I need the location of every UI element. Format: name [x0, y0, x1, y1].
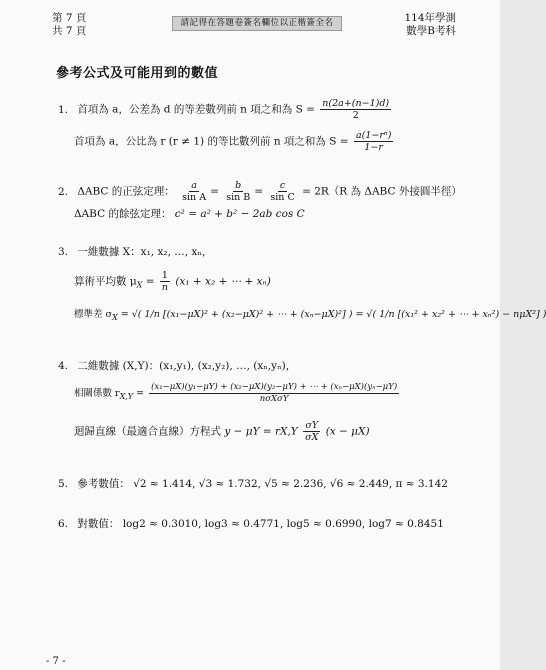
formula-4-regression: [74, 420, 370, 443]
reference-values-expr: √2 ≈ 1.414, √3 ≈ 1.732, √5 ≈ 2.236, √6 ≈ 2.449, π ≈ 3.142: [133, 478, 448, 490]
fraction-numerator: b: [235, 180, 242, 191]
sine-law-tail: = 2R（R 為 ΔABC 外接圓半徑）: [302, 185, 462, 198]
formula-2b: [74, 206, 305, 221]
regression-head: y − μY = rX,Y: [224, 425, 298, 438]
arith-series-fraction: [320, 98, 391, 121]
page-total: 共 7 頁: [52, 25, 87, 37]
exam-subject: 數學B考科: [406, 25, 456, 37]
fraction-denominator: sin B: [226, 192, 251, 203]
fraction-denominator: 1−r: [364, 142, 383, 153]
formula-3-intro: [58, 244, 212, 259]
formula-4-corr: 相關係數 $r_{X,Y}$ = $\frac{\text{(x₁−μX)(y₁−μY) + (x₂−μX)(y₂−μY) + ⋯ + (xₙ−μX)(yₙ−μY)}}{\text{nσXσY}}$: [74, 382, 398, 404]
log-values-label: 對數值：: [77, 518, 120, 530]
fraction-numerator: σY: [305, 420, 319, 431]
fraction-numerator: a(1−rⁿ): [355, 130, 392, 141]
sd-label: 標準差 σ: [74, 309, 113, 320]
fraction-numerator: (x₁−μX)(y₁−μY) + (x₂−μX)(y₂−μY) + ⋯ + (xₙ−μX)(yₙ−μY): [151, 382, 398, 392]
page-number: 第 7 頁: [52, 12, 87, 24]
regression-tail: (x − μX): [325, 425, 370, 438]
geo-series-fraction: [354, 130, 393, 153]
fraction-numerator: 1: [161, 270, 168, 281]
sd-subscript: X: [112, 312, 118, 322]
formula-3-mean: 算術平均數 $\mu_X$ = $\frac{1}{n}$ (x₁ + x₂ + ⋯ + xₙ): [74, 270, 271, 293]
fraction-denominator: 2: [352, 110, 359, 121]
item-number: 6.: [58, 518, 69, 530]
formula-1a: [58, 98, 393, 121]
signature-notice: 請記得在答題卷簽名欄位以正楷簽全名: [172, 16, 342, 31]
mean-label: 算術平均數 μ: [74, 275, 137, 288]
formula-6: [58, 516, 444, 531]
fraction-denominator: nσXσY: [259, 394, 289, 404]
formula-5: [58, 476, 448, 491]
sine-law-label: ΔABC 的正弦定理：: [77, 185, 175, 198]
mean-subscript: X: [136, 280, 143, 290]
fraction-numerator: n(2a+(n−1)d): [322, 98, 390, 109]
exam-year: 114年學測: [404, 12, 456, 24]
fraction-numerator: a: [191, 180, 197, 191]
formula-3-sd: 標準差 $\sigma_X$ = √( 1/n [(x₁−μX)² + (x₂−μX)² + ⋯ + (xₙ−μX)²] ) = √( 1/n [(x₁² + x₂² + ⋯ + xₙ²) − nμX²] ): [74, 309, 546, 322]
fraction-denominator: sin A: [182, 192, 207, 203]
two-dim-data-intro: 二維數據 (X,Y)：(x₁,y₁), (x₂,y₂), …, (xₙ,yₙ)，: [77, 360, 297, 372]
fraction-denominator: sin C: [270, 192, 295, 203]
regression-fraction: [303, 420, 320, 443]
one-dim-data-intro: 一維數據 X：x₁, x₂, …, xₙ，: [77, 246, 213, 258]
sine-fraction-c: [268, 180, 296, 203]
log-values-expr: log2 ≈ 0.3010, log3 ≈ 0.4771, log5 ≈ 0.6990, log7 ≈ 0.8451: [122, 518, 444, 530]
item-number: 4.: [58, 360, 69, 372]
page-footer: - 7 -: [46, 656, 66, 667]
item-number: 3.: [58, 246, 69, 258]
sine-fraction-a: [180, 180, 208, 203]
formula-1b: [74, 130, 395, 153]
corr-subscript: X,Y: [119, 391, 134, 401]
formula-4-intro: [58, 358, 296, 373]
sd-expression-1: √( 1/n [(x₁−μX)² + (x₂−μX)² + ⋯ + (xₙ−μX)²] ): [131, 309, 353, 320]
corr-fraction: [149, 382, 399, 405]
mean-fraction: [160, 270, 170, 293]
item-number: 1.: [58, 103, 69, 116]
item-number: 2.: [58, 185, 69, 198]
arith-series-text: 首項為 a，公差為 d 的等差數列前 n 項之和為 S =: [77, 103, 315, 116]
fraction-numerator: c: [279, 180, 286, 191]
sd-expression-2: √( 1/n [(x₁² + x₂² + ⋯ + xₙ²) − nμX²] ): [366, 309, 546, 320]
item-number: 5.: [58, 478, 69, 490]
fraction-denominator: σX: [305, 432, 319, 443]
page-counter: [52, 12, 86, 38]
mean-sum: (x₁ + x₂ + ⋯ + xₙ): [175, 275, 271, 288]
cosine-law-expr: c² = a² + b² − 2ab cos C: [174, 208, 305, 220]
sine-fraction-b: [224, 180, 252, 203]
section-title: 參考公式及可能用到的數值: [56, 66, 219, 81]
formula-2a: 2. ΔABC 的正弦定理： $\frac{a}{\text{sin A}}$ = $\frac{b}{\text{sin B}}$ = $\frac{c}{\text{sin C}}$ = 2R（R 為 ΔABC 外接圓半徑）: [58, 180, 462, 203]
corr-label: 相關係數 r: [74, 388, 120, 399]
reference-values-label: 參考數值：: [77, 478, 130, 490]
cosine-law-label: ΔABC 的餘弦定理：: [74, 208, 172, 220]
fraction-denominator: n: [161, 282, 168, 293]
regression-label: 迴歸直線（最適合直線）方程式: [74, 425, 221, 438]
geo-series-text: 首項為 a，公比為 r (r ≠ 1) 的等比數列前 n 項之和為 S =: [74, 135, 349, 148]
exam-info: [404, 12, 456, 38]
